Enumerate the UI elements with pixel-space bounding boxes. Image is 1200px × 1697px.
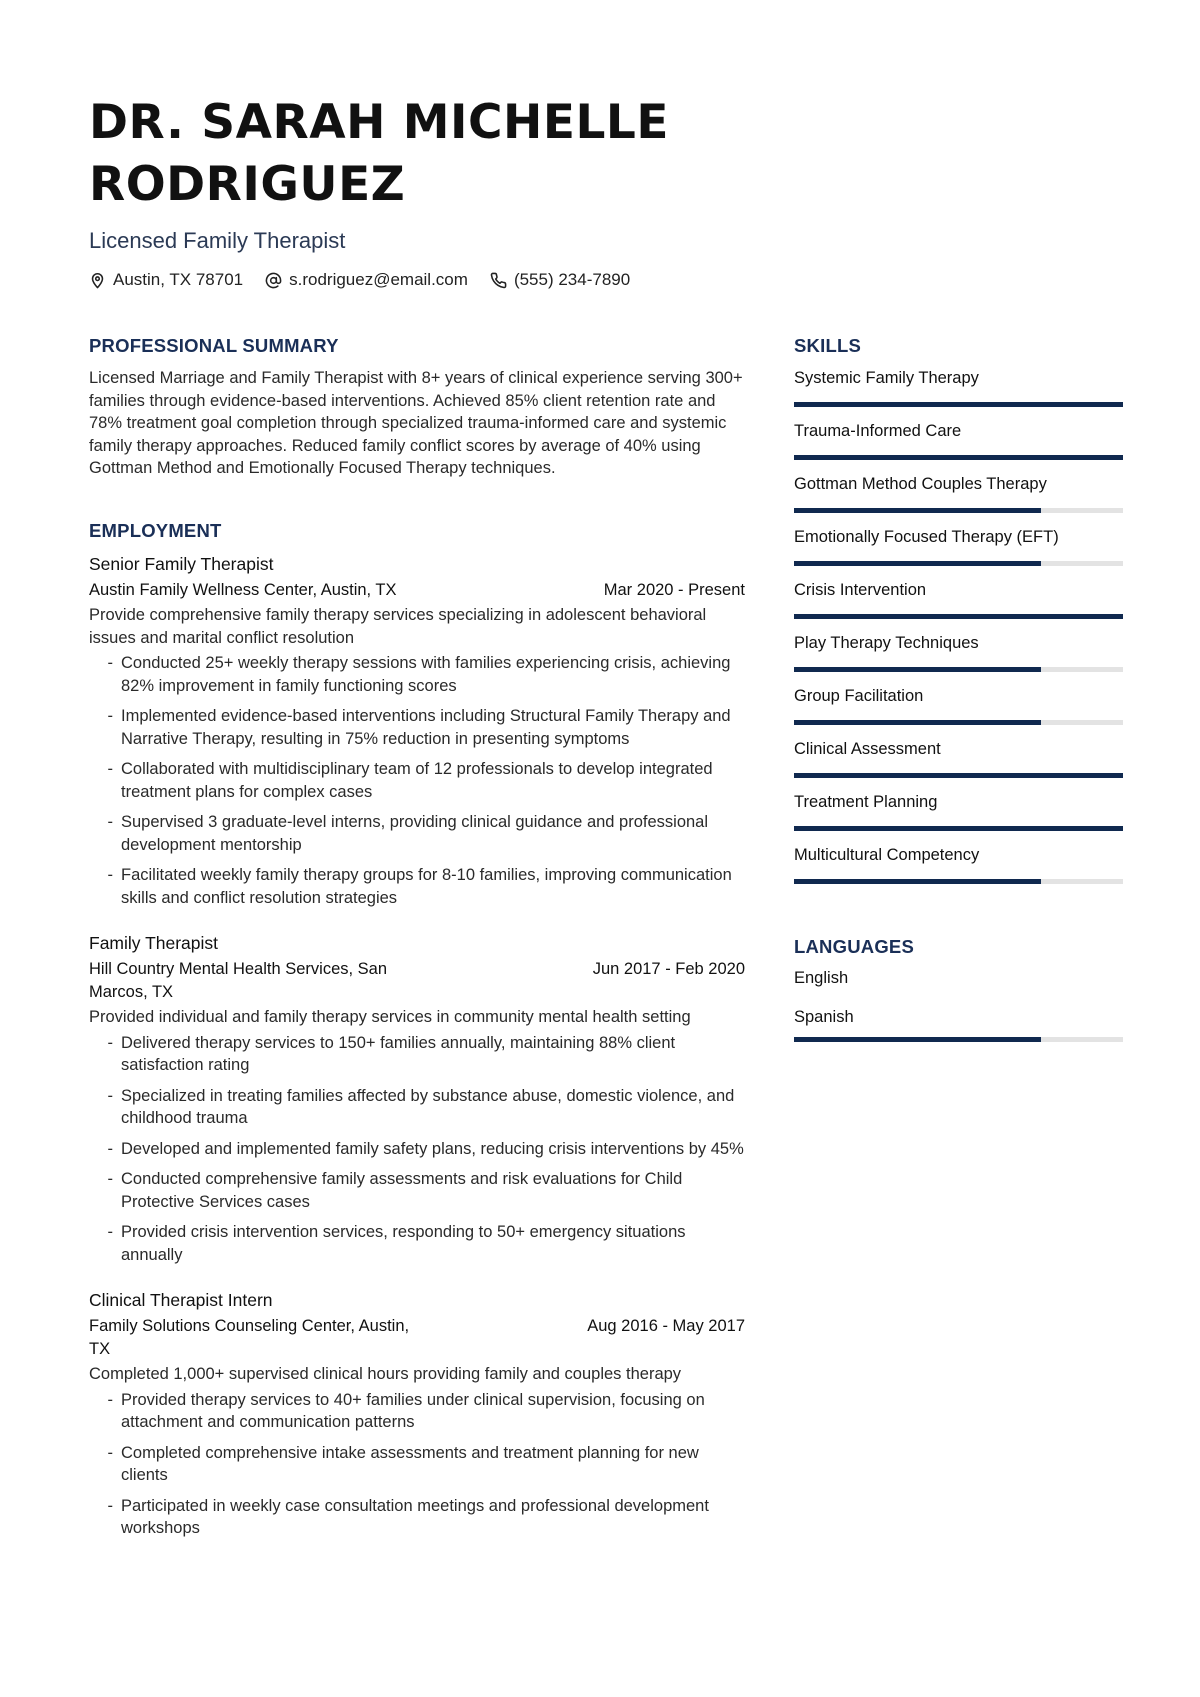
skill-item (794, 844, 1124, 897)
job-title: Clinical Therapist Intern (89, 1290, 273, 1310)
job-description: Provide comprehensive family therapy services specializing in adolescent behavioral issues and marital conflict resolution (89, 606, 707, 647)
job-description: Completed 1,000+ supervised clinical hours providing family and couples therapy (89, 1365, 682, 1383)
job-bullet (89, 1085, 745, 1130)
skill-name: Systemic Family Therapy (794, 369, 979, 387)
main-column (89, 335, 745, 1562)
skill-name: Clinical Assessment (794, 740, 941, 758)
job-bullet (89, 864, 745, 909)
skill-level-fill (794, 561, 1041, 566)
skill-level-fill (794, 667, 1041, 672)
skill-name: Crisis Intervention (794, 581, 927, 599)
summary-section (89, 335, 745, 480)
employment-heading: EMPLOYMENT (89, 519, 222, 541)
bullet-dash: - (107, 760, 113, 778)
languages-list (794, 968, 1124, 1042)
job-entry (89, 1288, 745, 1540)
summary-heading: PROFESSIONAL SUMMARY (89, 335, 339, 356)
location-text: Austin, TX 78701 (113, 270, 244, 289)
language-item (794, 1007, 1124, 1042)
skill-item (794, 738, 1124, 791)
job-company: Family Solutions Counseling Center, Austin, TX (89, 1317, 410, 1358)
job-meta (89, 958, 745, 1003)
bullet-dash: - (107, 1496, 113, 1515)
skill-name: Multicultural Competency (794, 846, 980, 864)
bullet-text: Collaborated with multidisciplinary team of 12 professionals to develop integrated treatment plans for complex cases (121, 760, 713, 801)
bullet-text: Completed comprehensive intake assessments and treatment planning for new clients (121, 1443, 699, 1484)
skill-item (794, 473, 1124, 526)
email-text[interactable]: s.rodriguez@email.com (289, 270, 468, 289)
job-entry (89, 552, 745, 910)
contact-row (89, 270, 1089, 290)
job-company: Austin Family Wellness Center, Austin, TX (89, 580, 397, 599)
bullet-dash: - (107, 1086, 113, 1105)
skill-level-fill (794, 508, 1041, 513)
language-item (794, 968, 1124, 1007)
skills-heading: SKILLS (794, 335, 861, 356)
skill-item (794, 632, 1124, 685)
skill-item (794, 420, 1124, 473)
skill-name: Treatment Planning (794, 793, 938, 811)
skill-level-fill (794, 614, 1123, 619)
job-bullet (89, 652, 745, 697)
bullet-dash: - (107, 1390, 113, 1409)
skill-level-bar (794, 455, 1123, 460)
job-dates: Aug 2016 - May 2017 (587, 1317, 745, 1335)
bullet-text: Specialized in treating families affected by substance abuse, domestic violence, and childhood trauma (121, 1086, 735, 1127)
bullet-text: Supervised 3 graduate-level interns, providing clinical guidance and professional development mentorship (121, 813, 709, 854)
job-bullet (89, 1221, 745, 1266)
candidate-name (89, 92, 709, 216)
skills-section (794, 335, 1124, 897)
bullet-dash: - (107, 1139, 113, 1158)
bullet-text: Provided crisis intervention services, responding to 50+ emergency situations annually (121, 1223, 686, 1264)
sidebar-column (794, 335, 1124, 1042)
candidate-name-line1: DR. SARAH MICHELLE (89, 95, 669, 150)
job-company: Hill Country Mental Health Services, San Marcos, TX (89, 960, 388, 1001)
job-entry (89, 931, 745, 1266)
skill-level-bar (794, 720, 1123, 725)
bullet-text: Conducted comprehensive family assessments and risk evaluations for Child Protective Services cases (121, 1170, 683, 1211)
job-bullet (89, 1442, 745, 1487)
bullet-dash: - (107, 1443, 113, 1462)
contact-phone[interactable] (490, 270, 630, 290)
skill-level-bar (794, 826, 1123, 831)
bullet-text: Provided therapy services to 40+ families under clinical supervision, focusing on attachment and communication patterns (121, 1390, 705, 1431)
language-spacer (794, 988, 1124, 1007)
language-name: Spanish (794, 1008, 854, 1026)
job-title: Senior Family Therapist (89, 553, 274, 574)
job-bullet (89, 811, 745, 856)
skill-level-fill (794, 455, 1123, 460)
skill-name: Gottman Method Couples Therapy (794, 475, 1047, 493)
skill-item (794, 791, 1124, 844)
languages-heading: LANGUAGES (794, 936, 914, 957)
skill-level-fill (794, 402, 1123, 407)
skill-item (794, 685, 1124, 738)
language-name: English (794, 969, 849, 987)
bullet-dash: - (107, 866, 113, 884)
bullet-text: Implemented evidence-based interventions including Structural Family Therapy and Narrative Therapy, resulting in 75% reduction in presenting symptoms (121, 707, 731, 748)
bullet-text: Developed and implemented family safety plans, reducing crisis interventions by 45% (121, 1139, 744, 1158)
job-meta (89, 1315, 745, 1360)
skill-level-bar (794, 402, 1123, 407)
job-bullet (89, 758, 745, 803)
job-bullet (89, 705, 745, 750)
skill-name: Play Therapy Techniques (794, 634, 979, 652)
language-level-fill (794, 1037, 1041, 1042)
job-bullet (89, 1032, 745, 1077)
job-list (89, 552, 745, 1540)
skills-list (794, 367, 1124, 897)
contact-email[interactable] (265, 270, 468, 290)
skill-item (794, 579, 1124, 632)
skill-level-bar (794, 879, 1123, 884)
bullet-dash: - (107, 813, 113, 831)
job-bullet (89, 1495, 745, 1540)
bullet-dash: - (107, 707, 113, 725)
skill-item (794, 526, 1124, 579)
bullet-dash: - (107, 1170, 113, 1188)
job-dates: Mar 2020 - Present (603, 580, 745, 599)
skill-level-fill (794, 879, 1041, 884)
skill-level-bar (794, 561, 1123, 566)
phone-text[interactable]: (555) 234-7890 (513, 270, 631, 289)
skill-level-fill (794, 773, 1123, 778)
job-bullet (89, 1389, 745, 1434)
job-dates: Jun 2017 - Feb 2020 (592, 960, 745, 978)
contact-location (89, 270, 243, 290)
job-title: Family Therapist (89, 933, 219, 953)
bullet-dash: - (107, 1033, 113, 1052)
bullet-text: Conducted 25+ weekly therapy sessions with families experiencing crisis, achieving 82% improvement in family functioning scores (121, 654, 731, 695)
job-meta (89, 579, 745, 602)
candidate-role: Licensed Family Therapist (89, 228, 346, 253)
job-bullets (89, 1032, 745, 1267)
job-bullet (89, 1138, 745, 1161)
bullet-text: Facilitated weekly family therapy groups for 8-10 families, improving communication skills and conflict resolution strategies (121, 866, 732, 907)
skill-name: Group Facilitation (794, 687, 924, 705)
employment-section (89, 520, 745, 1540)
map-pin-icon (89, 272, 106, 289)
bullet-text: Delivered therapy services to 150+ families annually, maintaining 88% client satisfaction rating (121, 1033, 676, 1074)
skill-level-bar (794, 773, 1123, 778)
bullet-dash: - (107, 1223, 113, 1241)
bullet-text: Participated in weekly case consultation meetings and professional development workshops (121, 1496, 709, 1537)
summary-text: Licensed Marriage and Family Therapist with 8+ years of clinical experience serving 300+ families through evidence-based interventions. Achieved 85% client retention rate and 78% treatment goal completion through specialized trauma-informed care and systemic family therapy approaches. Reduced family conflict scores by average of 40% using Gottman Method and Emotionally Focused Therapy techniques. (89, 369, 743, 477)
languages-section (794, 936, 1124, 1042)
skill-level-bar (794, 614, 1123, 619)
job-bullet (89, 1168, 745, 1213)
bullet-dash: - (107, 654, 113, 672)
job-bullets (89, 652, 745, 909)
skill-item (794, 367, 1124, 420)
job-description: Provided individual and family therapy services in community mental health setting (89, 1008, 691, 1026)
candidate-name-line2: RODRIGUEZ (89, 157, 406, 212)
skill-level-bar (794, 508, 1123, 513)
job-bullets (89, 1389, 745, 1540)
skill-level-fill (794, 720, 1041, 725)
phone-icon (490, 272, 507, 289)
at-sign-icon (265, 272, 282, 289)
resume-header (89, 92, 1089, 290)
language-level-bar (794, 1037, 1123, 1042)
skill-name: Trauma-Informed Care (794, 422, 962, 440)
skill-level-bar (794, 667, 1123, 672)
skill-level-fill (794, 826, 1123, 831)
skill-name: Emotionally Focused Therapy (EFT) (794, 528, 1059, 546)
